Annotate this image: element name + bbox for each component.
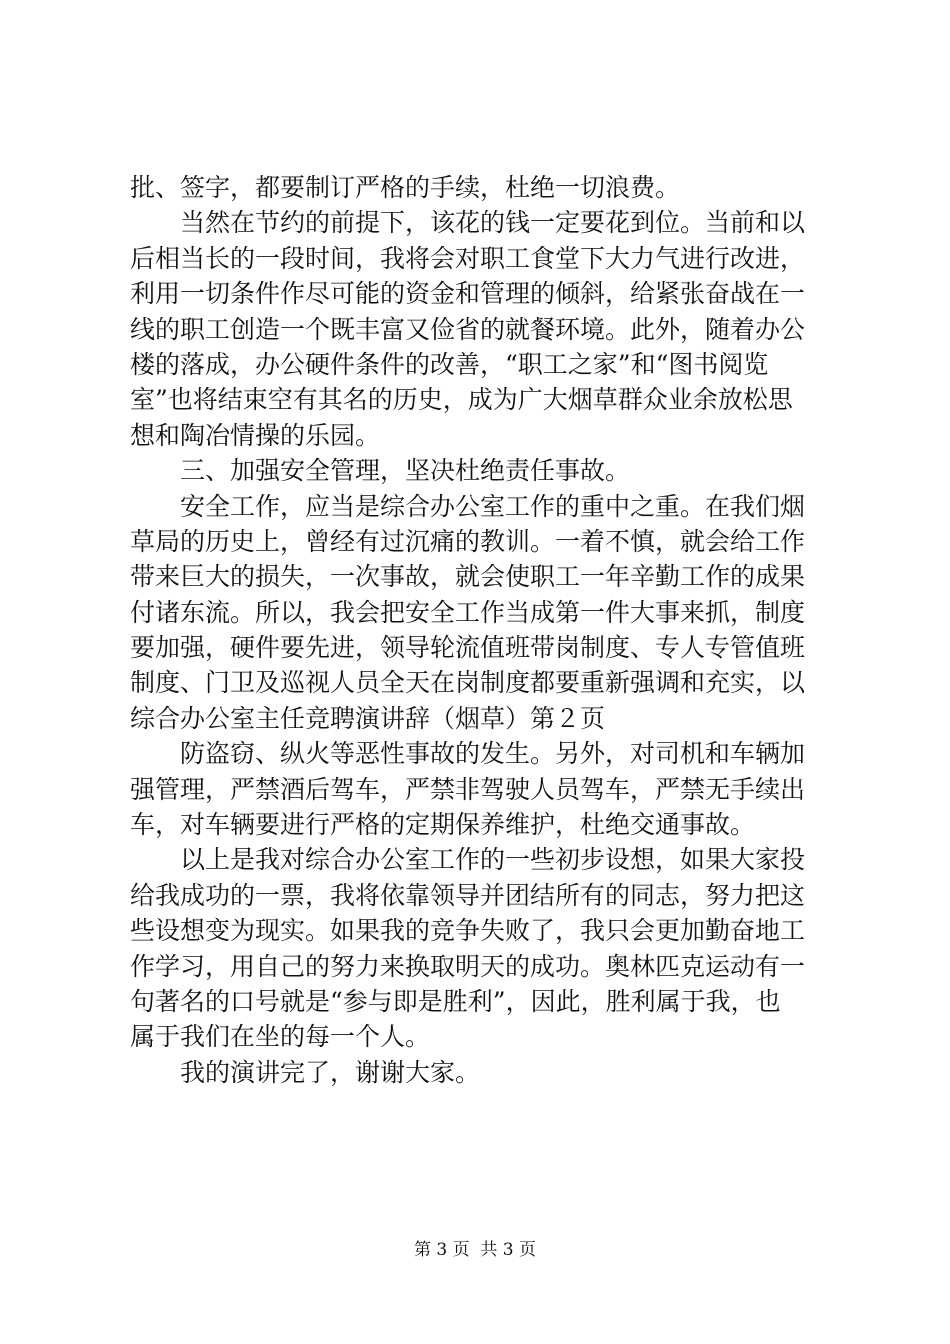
text-line: 防盗窃、纵火等恶性事故的发生。另外，对司机和车辆加	[180, 739, 806, 769]
text-line: 批、签字，都要制订严格的手续，杜绝一切浪费。	[130, 173, 681, 202]
page-footer	[0, 1239, 950, 1261]
closing-line: 我的演讲完了，谢谢大家。	[180, 1057, 481, 1087]
text-line: 给我成功的一票，我将依靠领导并团结所有的同志，努力把这	[130, 880, 806, 910]
text-line: 强管理，严禁酒后驾车，严禁非驾驶人员驾车，严禁无手续出	[130, 774, 806, 804]
text-line: 线的职工创造一个既丰富又俭省的就餐环境。此外，随着办公	[130, 314, 806, 344]
text-line: 想和陶冶情操的乐园。	[130, 420, 381, 450]
text-line: 句著名的口号就是“参与即是胜利”，因此，胜利属于我，也	[130, 986, 781, 1016]
text-line: 带来巨大的损失，一次事故，就会使职工一年辛勤工作的成果	[130, 562, 806, 592]
text-line: 付诸东流。所以，我会把安全工作当成第一件大事来抓，制度	[130, 597, 806, 627]
text-line: 草局的历史上，曾经有过沉痛的教训。一着不慎，就会给工作	[130, 526, 806, 556]
text-line: 安全工作，应当是综合办公室工作的重中之重。在我们烟	[180, 491, 806, 521]
text-line: 当然在节约的前提下，该花的钱一定要花到位。当前和以	[180, 208, 806, 238]
text-line: 作学习，用自己的努力来换取明天的成功。奥林匹克运动有一	[130, 951, 806, 981]
document-body	[130, 170, 830, 1090]
text-line: 些设想变为现实。如果我的竞争失败了，我只会更加勤奋地工	[130, 916, 806, 946]
section-heading: 三、加强安全管理，坚决杜绝责任事故。	[180, 456, 631, 486]
text-line: 以上是我对综合办公室工作的一些初步设想，如果大家投	[180, 845, 806, 875]
inline-page-marker: 综合办公室主任竞聘演讲辞（烟草）第２页	[130, 703, 606, 733]
text-line: 制度、门卫及巡视人员全天在岗制度都要重新强调和充实，以	[130, 668, 806, 698]
page-number-label: 第 3 页 共 3 页	[413, 1240, 537, 1260]
text-line: 后相当长的一段时间，我将会对职工食堂下大力气进行改进，	[130, 243, 806, 273]
text-line: 楼的落成，办公硬件条件的改善，“职工之家”和“图书阅览	[130, 349, 769, 379]
text-line: 属于我们在坐的每一个人。	[130, 1022, 431, 1052]
text-line: 利用一切条件作尽可能的资金和管理的倾斜，给紧张奋战在一	[130, 279, 806, 309]
text-line: 车，对车辆要进行严格的定期保养维护，杜绝交通事故。	[130, 810, 756, 840]
text-line: 要加强，硬件要先进，领导轮流值班带岗制度、专人专管值班	[130, 633, 806, 663]
text-line: 室”也将结束空有其名的历史，成为广大烟草群众业余放松思	[130, 385, 793, 415]
